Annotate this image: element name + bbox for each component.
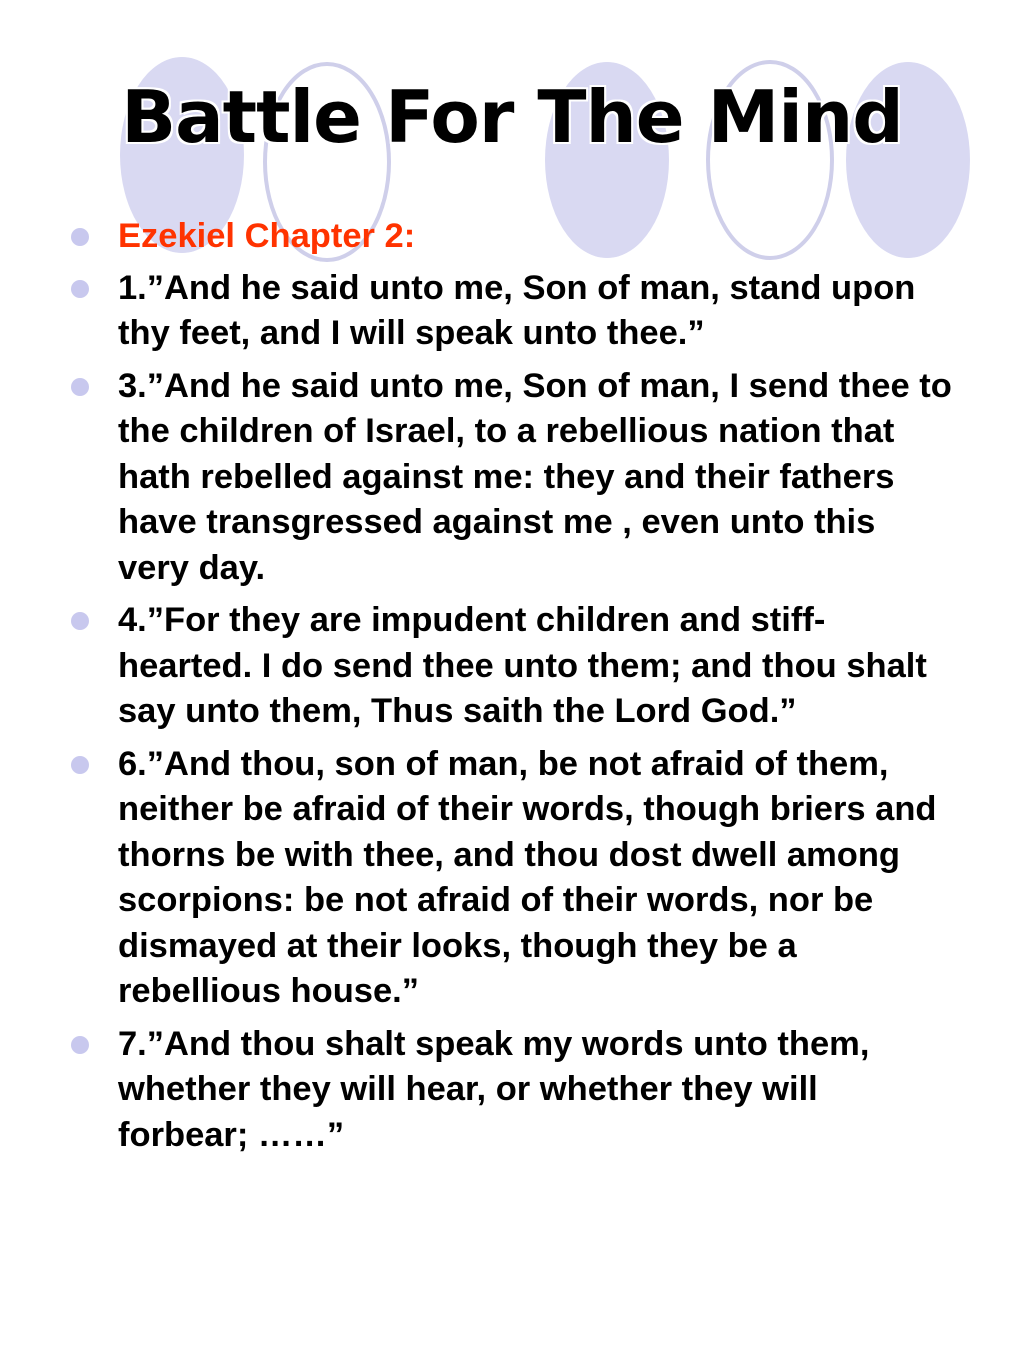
bullet-text: Ezekiel Chapter 2: xyxy=(118,217,416,255)
circle-bullet-icon xyxy=(70,755,90,775)
bullet-item-verse-4 xyxy=(0,598,1024,735)
bullet-text: 1.”And he said unto me, Son of man, stand upon thy feet, and I will speak unto thee.” xyxy=(118,268,916,352)
bullet-text: 6.”And thou, son of man, be not afraid of them, neither be afraid of their words, though briers and thorns be with thee, and thou dost dwell among scorpions: be not afraid of their words, nor be dismayed at their looks, though they be a rebellious house.” xyxy=(118,744,937,1010)
circle-bullet-icon xyxy=(70,377,90,397)
bullet-item-verse-7 xyxy=(0,1022,1024,1159)
circle-bullet-icon xyxy=(70,1035,90,1055)
circle-bullet-icon xyxy=(70,279,90,299)
bullet-item-verse-1 xyxy=(0,266,1024,357)
circle-bullet-icon xyxy=(70,611,90,631)
bullet-text: 4.”For they are impudent children and stiff-hearted. I do send thee unto them; and thou shalt say unto them, Thus saith the Lord God.” xyxy=(118,601,927,730)
bullet-list xyxy=(0,214,1024,1165)
bullet-item-heading xyxy=(0,214,1024,260)
bullet-item-verse-3 xyxy=(0,364,1024,592)
bullet-text: 7.”And thou shalt speak my words unto them, whether they will hear, or whether they will forbear; ……” xyxy=(118,1024,870,1154)
slide-title: Battle For The Mind xyxy=(121,75,903,159)
bullet-text: 3.”And he said unto me, Son of man, I send thee to the children of Israel, to a rebellious nation that hath rebelled against me: they and their fathers have transgressed against me , even unto this very day. xyxy=(118,366,952,587)
bullet-item-verse-6 xyxy=(0,742,1024,1015)
circle-bullet-icon xyxy=(70,227,90,247)
